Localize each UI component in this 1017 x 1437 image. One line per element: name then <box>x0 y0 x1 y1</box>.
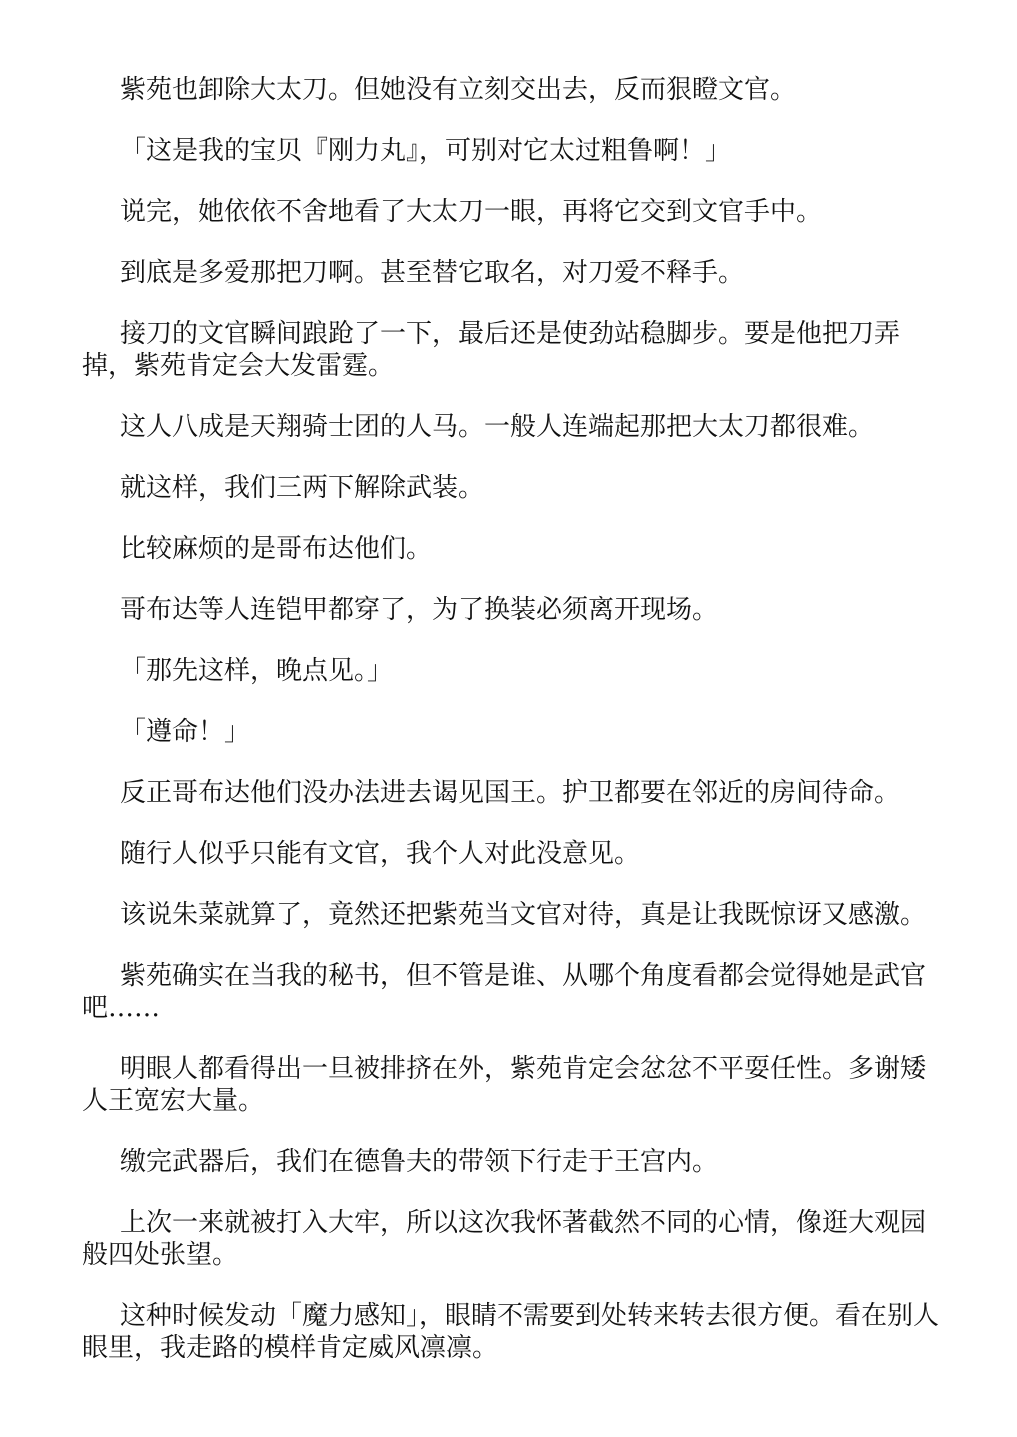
paragraph: 这种时候发动「魔力感知」，眼睛不需要到处转来转去很方便。看在别人眼里，我走路的模样肯定威风凛凛。 <box>82 1301 940 1363</box>
paragraph: 到底是多爱那把刀啊。甚至替它取名，对刀爱不释手。 <box>120 258 745 288</box>
paragraph: 这人八成是天翔骑士团的人马。一般人连端起那把大太刀都很难。 <box>120 412 875 442</box>
paragraph: 说完，她依依不舍地看了大太刀一眼，再将它交到文官手中。 <box>120 197 823 227</box>
paragraph: 「遵命！」 <box>120 717 251 747</box>
paragraph: 该说朱菜就算了，竟然还把紫苑当文官对待，真是让我既惊讶又感激。 <box>120 900 927 930</box>
paragraph: 比较麻烦的是哥布达他们。 <box>120 534 433 564</box>
paragraph: 「那先这样，晚点见。」 <box>120 656 394 686</box>
text-body <box>82 74 942 1364</box>
paragraph: 明眼人都看得出一旦被排挤在外，紫苑肯定会忿忿不平耍任性。多谢矮人王宽宏大量。 <box>82 1054 927 1116</box>
paragraph: 就这样，我们三两下解除武装。 <box>120 473 485 503</box>
paragraph: 紫苑也卸除大太刀。但她没有立刻交出去，反而狠瞪文官。 <box>120 75 797 105</box>
paragraph: 反正哥布达他们没办法进去谒见国王。护卫都要在邻近的房间待命。 <box>120 778 901 808</box>
paragraph: 接刀的文官瞬间踉跄了一下，最后还是使劲站稳脚步。要是他把刀弄掉，紫苑肯定会大发雷霆。 <box>82 319 901 381</box>
paragraph: 随行人似乎只能有文官，我个人对此没意见。 <box>120 839 641 869</box>
paragraph: 「这是我的宝贝『刚力丸』，可别对它太过粗鲁啊！」 <box>120 136 732 166</box>
paragraph: 紫苑确实在当我的秘书，但不管是谁、从哪个角度看都会觉得她是武官吧…… <box>82 961 927 1023</box>
paragraph: 缴完武器后，我们在德鲁夫的带领下行走于王宫内。 <box>120 1147 719 1177</box>
paragraph: 上次一来就被打入大牢，所以这次我怀著截然不同的心情，像逛大观园般四处张望。 <box>82 1208 927 1270</box>
paragraph: 哥布达等人连铠甲都穿了，为了换装必须离开现场。 <box>120 595 719 625</box>
